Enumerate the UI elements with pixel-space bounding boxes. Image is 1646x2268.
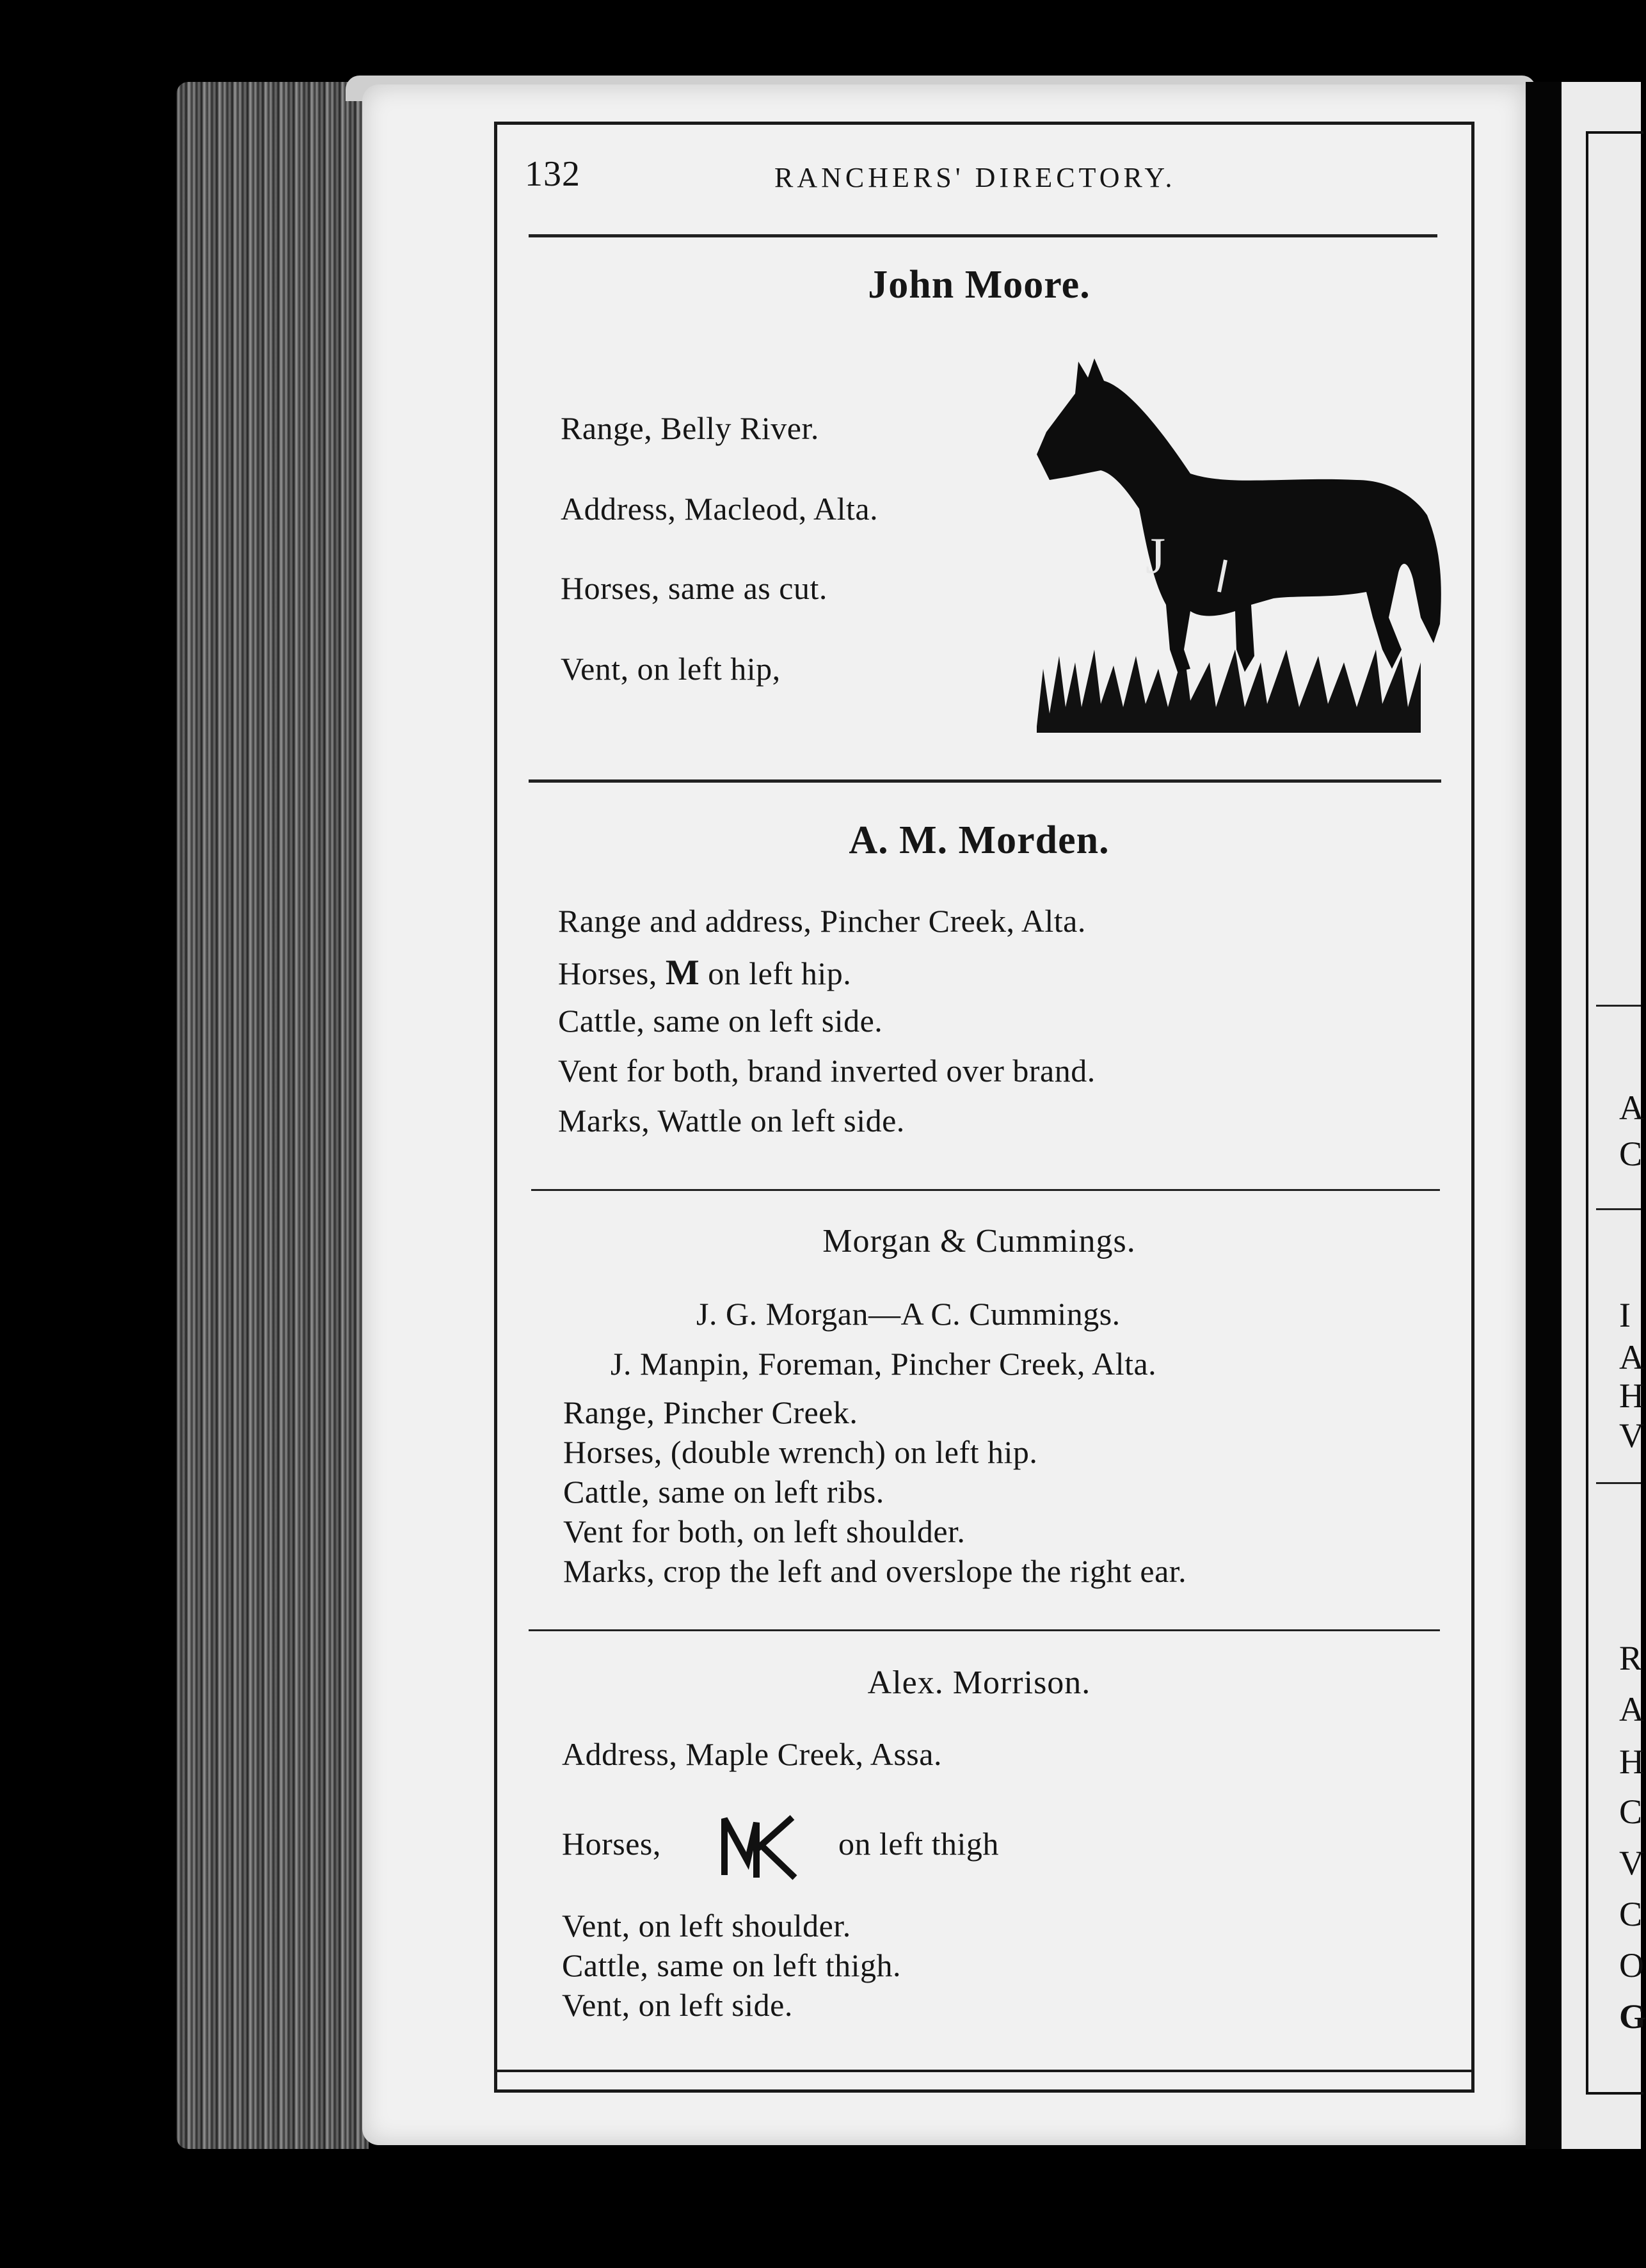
brand-on-cut: J [1146,528,1166,584]
facing-page-letter: A [1619,1338,1644,1377]
facing-page-letter: A [1619,1690,1644,1729]
header-rule [529,234,1437,237]
entry-line-horses-before: Horses, [562,1826,661,1862]
entry-line: Vent for both, brand inverted over brand. [558,1053,1096,1089]
entry-line: Marks, crop the left and overslope the right ear. [563,1553,1187,1589]
book-spine-edge [177,82,369,2149]
facing-page-letter: V [1619,1844,1644,1882]
facing-page-letter: H [1619,1743,1644,1781]
horse-silhouette [1037,358,1441,672]
facing-page-rule [1596,1208,1641,1210]
entry-line: Vent for both, on left shoulder. [563,1513,966,1549]
facing-page-rule [1596,1482,1641,1484]
section-rule [531,1189,1440,1191]
entry-title: A. M. Morden. [849,819,1110,862]
entry-line: Range, Pincher Creek. [563,1394,858,1430]
entry-line: Horses, same as cut. [561,570,827,606]
entry-title: John Moore. [868,263,1091,307]
entry-line: Range, Belly River. [561,410,819,446]
book-gutter [1526,82,1562,2149]
entry-line-horses-after: on left thigh [838,1826,999,1862]
running-head: RANCHERS' DIRECTORY. [774,162,1176,193]
facing-page-letter: O [1619,1946,1644,1984]
entry-title: Alex. Morrison. [867,1665,1091,1701]
section-rule [529,1629,1440,1631]
entry-subtitle: J. Manpin, Foreman, Pincher Creek, Alta. [611,1346,1157,1382]
entry-line: Cattle, same on left side. [558,1003,883,1039]
bottom-rule [494,2070,1474,2072]
entry-subtitle: J. G. Morgan—A C. Cummings. [696,1296,1121,1332]
entry-line: Range and address, Pincher Creek, Alta. [558,903,1086,939]
entry-line: Vent, on left shoulder. [562,1908,851,1944]
facing-page-rule [1596,1005,1641,1007]
entry-line: Vent, on left hip, [561,651,781,687]
page-number: 132 [525,154,580,194]
entry-line: Horses, (double wrench) on left hip. [563,1434,1038,1470]
entry-line: Address, Maple Creek, Assa. [562,1736,942,1772]
facing-page-letter: C [1619,1793,1643,1831]
facing-page-letter: I [1619,1296,1631,1334]
entry-line: Cattle, same on left ribs. [563,1474,884,1510]
facing-page-letter: H [1619,1377,1644,1415]
section-rule [529,779,1441,783]
entry-line: Cattle, same on left thigh. [562,1947,902,1983]
facing-page-letter: R [1619,1639,1643,1677]
page-header [525,154,1434,205]
facing-page-letter: C [1619,1895,1643,1933]
grass-icon [1037,650,1421,733]
facing-page-letter: G [1619,1997,1646,2036]
facing-page-letter: V [1619,1416,1644,1455]
entry-line: Marks, Wattle on left side. [558,1103,905,1138]
entry-title: Morgan & Cummings. [822,1223,1136,1259]
entry-line: Vent, on left side. [562,1987,793,2023]
horse-brand-illustration [998,349,1446,746]
entry-line-horses: Horses, M on left hip. [558,953,852,993]
m-brand: M [665,953,700,993]
mk-brand-icon [717,1811,800,1881]
facing-page-letter: C [1619,1135,1643,1173]
entry-line: Address, Macleod, Alta. [561,491,879,527]
facing-page-letter: A [1619,1089,1644,1127]
